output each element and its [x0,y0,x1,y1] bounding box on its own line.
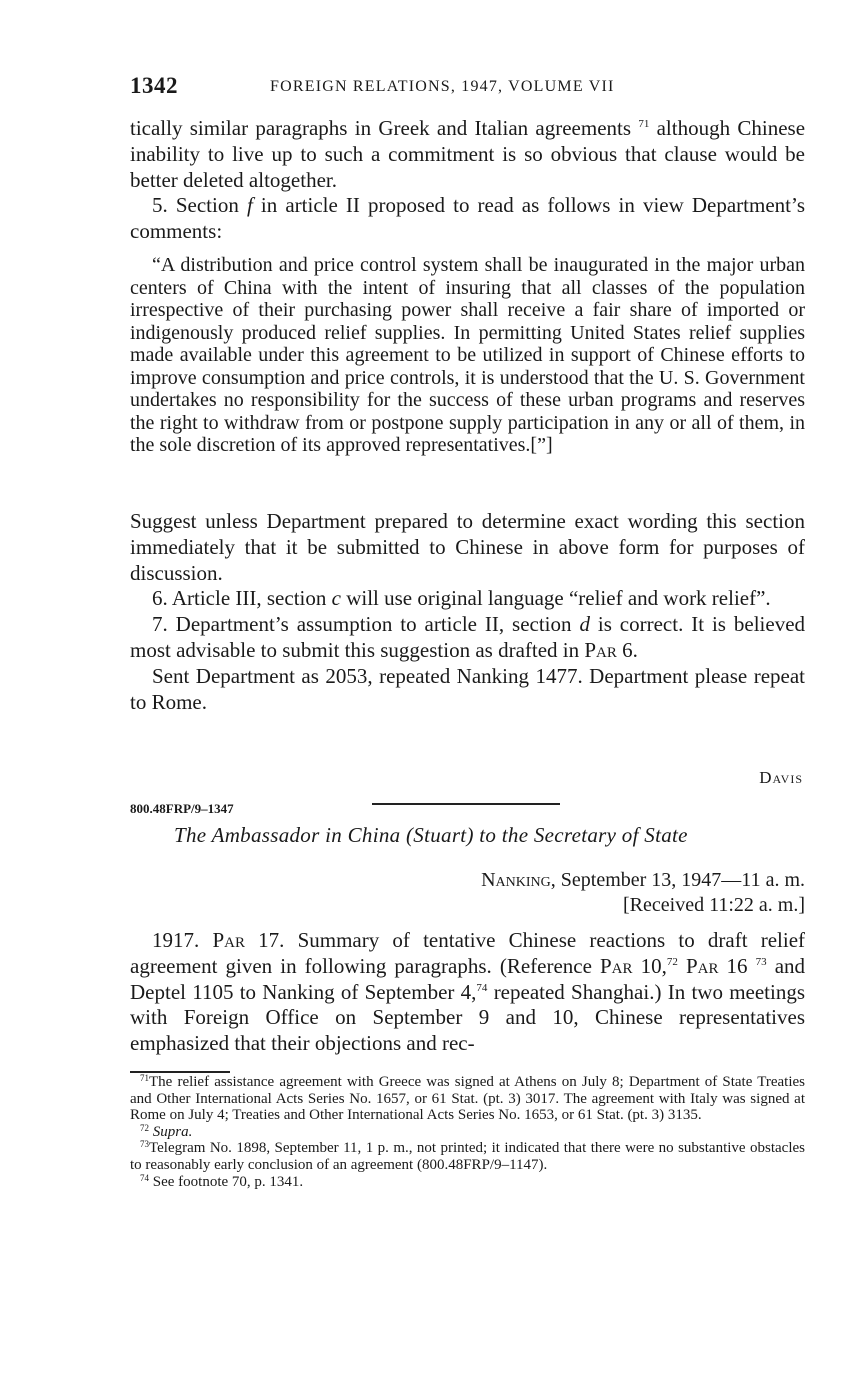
para7-text-b: is correct. It is believed most advisable to submit this suggestion as drafted in [130,612,806,662]
footnote-ref-72: 72 [666,955,678,968]
footnote-number: 73 [140,1139,149,1150]
sent-paragraph: Sent Department as 2053, repeated Nanking 1477. Department please repeat to Rome. [130,663,805,714]
footnote-ref-73: 73 [755,955,767,968]
par-label-2: Par [600,953,633,978]
document-title: The Ambassador in China (Stuart) to the Secretary of State [174,823,688,847]
para7-section-letter: d [579,612,590,637]
footnote-71 [130,1074,805,1124]
telegram-number: 1917. [152,928,200,952]
footnote-ref-71: 71 [638,118,650,130]
para5-section-letter: f [246,193,253,218]
dateline-place-date [481,868,805,893]
para6-text-a: 6. Article III, section [152,586,327,611]
dateline-date: , September 13, 1947—11 a. m. [550,869,805,891]
quote-paragraph: “A distribution and price control system shall be inaugurated in the major urban centers of China with the intent of insuring that all classes of the population irrespective of their purchasing power shall receive a fair share of imported or indigenously produced relief supplies. In permitting United States relief supplies made available under this agreement to be utilized in support of Chinese efforts to improve consumption and price controls, it is understood that the U. S. Government undertakes no responsibility for the success of these urban programs and reserves the right to withdraw from or postpone supply participation in any or all of them, in the sole discretion of its approved representatives.[”] [130,254,805,456]
signature: Davis [759,768,803,787]
para7-text-c: 6. [622,637,638,662]
paragraph-6 [130,586,805,612]
running-head: FOREIGN RELATIONS, 1947, VOLUME VII [270,78,615,95]
section-divider [372,803,560,805]
para1917-text-3: 16 [726,953,748,978]
para7-text-a: 7. Department’s assumption to article II, section [152,612,572,637]
para6-text-b: will use original language “relief and work relief”. [346,586,771,611]
paragraph-1917 [130,928,805,1057]
doc-id-block [130,800,234,818]
footnote-text: See footnote 70, p. 1341. [152,1173,304,1190]
footnote-73 [130,1140,805,1173]
par-label-3: Par [685,953,719,978]
quoted-section-text [130,254,805,457]
footnotes [130,1074,805,1190]
footnote-number: 72 [140,1122,149,1133]
par-label-1: Par [212,928,245,952]
continuation-text-2: although Chinese inability to live up to such a commitment is so obvious that clause would be better deleted altogether. [130,116,806,192]
para6-section-letter: c [331,586,341,611]
body-block-bottom [130,928,805,1057]
para1917-text-2: 10, [640,953,667,978]
dateline [481,868,805,918]
para1917-text-1: 17. Summary of tentative Chinese reactions to draft relief agreement given in following paragraphs. (Reference [130,928,806,978]
para5-text-b: in article II proposed to read as follows in view Department’s comments: [130,193,806,244]
page-header [130,73,805,101]
dateline-received: [Received 11:22 a. m.] [623,894,805,916]
footnote-text: Telegram No. 1898, September 11, 1 p. m., not printed; it indicated that there were no substantive obstacles to reasonably early conclusion of an agreement (800.48FRP/9–1147). [130,1140,805,1173]
footnote-ref-74: 74 [476,981,488,994]
paragraph-7 [130,612,805,664]
footnote-number: 74 [140,1172,149,1183]
suggest-paragraph: Suggest unless Department prepared to determine exact wording this section immediately that it be submitted to Chinese in above form for purposes of discussion. [130,509,805,585]
footnote-72 [130,1124,805,1141]
page-number: 1342 [130,73,178,98]
paragraph-5 [130,193,805,245]
dateline-place: Nanking [481,869,551,891]
footnote-text: The relief assistance agreement with Greece was signed at Athens on July 8; Department of State Treaties and Other International Acts Series No. 1657, or 61 Stat. (pt. 3) 3017. The agreement with Italy was signed at Rome on July 4; Treaties and Other International Acts Series No. 1653, or 61 Stat. (pt. 3) 3135. [130,1074,805,1124]
para5-text-a: 5. Section [152,193,239,218]
para7-par: Par [584,637,617,662]
footnote-74 [130,1174,805,1191]
file-number: 800.48FRP/9–1347 [130,801,234,816]
body-block-middle [130,509,805,715]
continuation-paragraph [130,116,805,193]
continuation-text-1: tically similar paragraphs in Greek and Italian agreements [130,116,632,140]
footnote-text: Supra. [152,1123,193,1140]
para1917-text-5: repeated Shanghai.) In two meetings with Foreign Office on September 9 and 10, Chinese representatives emphasized that their objections and rec- [130,979,806,1056]
para1917-text-4: and Deptel 1105 to Nanking of September 4, [130,953,806,1004]
body-block-top [130,116,805,245]
footnote-number: 71 [140,1073,149,1083]
